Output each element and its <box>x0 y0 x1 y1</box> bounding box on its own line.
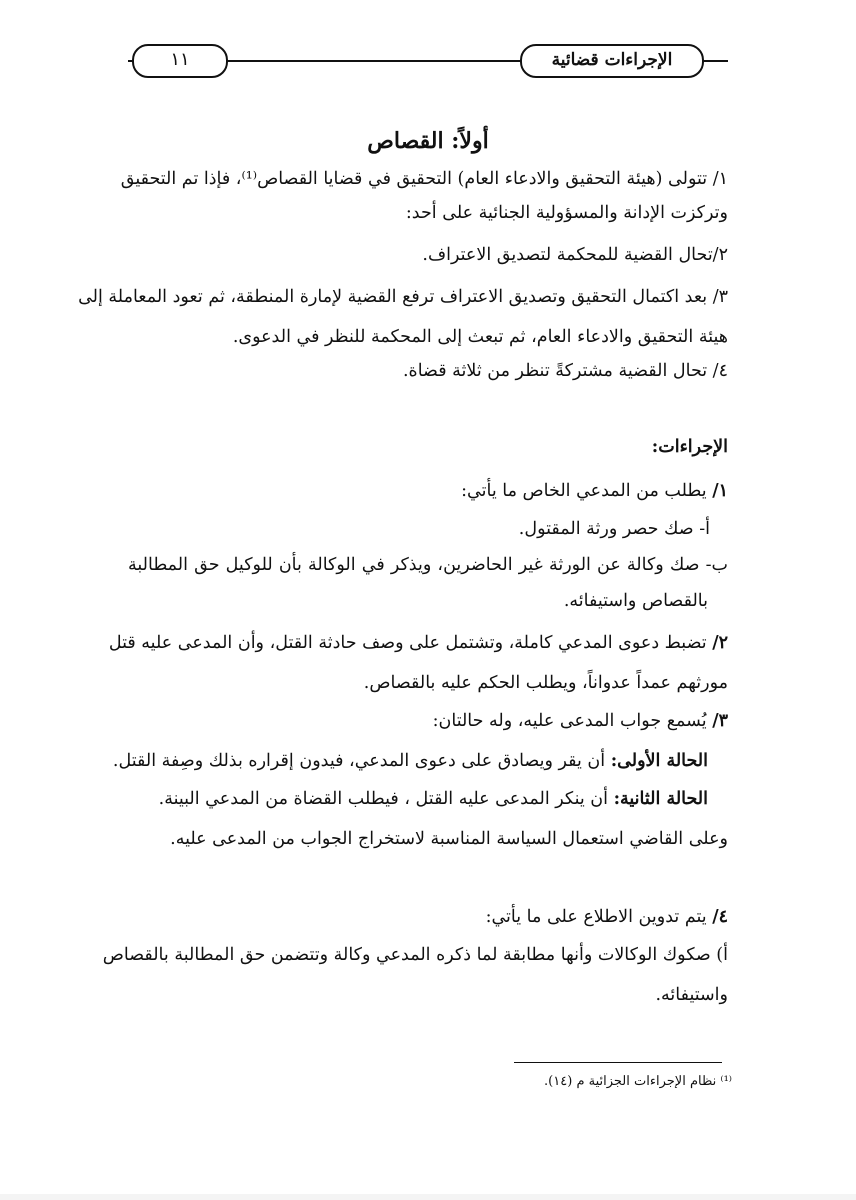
procedure-item <box>108 630 728 656</box>
item-number: ١/ <box>712 481 728 501</box>
footnote: ⁽¹⁾ نظام الإجراءات الجزائية م (١٤). <box>544 1074 732 1089</box>
procedure-subitem <box>564 588 708 614</box>
header-title: الإجراءات قضائية <box>520 44 704 78</box>
section-title: أولاً: القصاص <box>367 128 489 154</box>
item-text: أ) صكوك الوكالات وأنها مطابقة لما ذكره المدعي وكالة وتتضمن حق المطالبة بالقصاص <box>102 945 728 965</box>
procedure-item <box>170 826 728 852</box>
item-text: يُسمع جواب المدعى عليه، وله حالتان: <box>432 711 713 731</box>
procedure-subitem <box>128 552 728 578</box>
procedure-subitem <box>102 942 728 968</box>
intro-line: ١/ تتولى (هيئة التحقيق والادعاء العام) التحقيق في قضايا القصاص⁽¹⁾، فإذا تم التحقيق <box>120 169 728 189</box>
procedure-subitem <box>519 516 710 542</box>
item-text: وعلى القاضي استعمال السياسة المناسبة لاستخراج الجواب من المدعى عليه. <box>170 829 728 849</box>
item-text: يتم تدوين الاطلاع على ما يأتي: <box>485 907 713 927</box>
page-header <box>128 44 728 78</box>
procedure-case <box>159 786 708 812</box>
item-text: يطلب من المدعي الخاص ما يأتي: <box>461 481 713 501</box>
item-text: تضبط دعوى المدعي كاملة، وتشتمل على وصف حادثة القتل، وأن المدعى عليه قتل <box>108 633 713 653</box>
procedure-subitem <box>655 982 728 1008</box>
intro-line: ٤/ تحال القضية مشتركةً تنظر من ثلاثة قضاة. <box>402 361 728 381</box>
procedure-item <box>486 904 728 930</box>
procedure-item <box>461 478 728 504</box>
case-label: الحالة الثانية: <box>613 789 708 809</box>
item-text: ب- صك وكالة عن الورثة غير الحاضرين، ويذكر في الوكالة بأن للوكيل حق المطالبة <box>128 555 728 575</box>
intro-line: ٣/ بعد اكتمال التحقيق وتصديق الاعتراف ترفع القضية لإمارة المنطقة، ثم تعود المعاملة إلى <box>78 287 728 307</box>
intro-line: وتركزت الإدانة والمسؤولية الجنائية على أحد: <box>405 203 728 223</box>
procedure-item <box>433 708 728 734</box>
page-bottom-edge <box>0 1194 856 1200</box>
procedures-heading: الإجراءات: <box>651 437 728 457</box>
item-text: مورثهم عمداً عدواناً، ويطلب الحكم عليه بالقصاص. <box>363 673 728 693</box>
item-number: ٣/ <box>712 711 728 731</box>
case-label: الحالة الأولى: <box>610 751 708 771</box>
intro-line: ٢/تحال القضية للمحكمة لتصديق الاعتراف. <box>422 245 728 265</box>
intro-line: هيئة التحقيق والادعاء العام، ثم تبعث إلى المحكمة للنظر في الدعوى. <box>232 327 728 347</box>
item-text: واستيفائه. <box>655 985 728 1005</box>
procedure-item <box>364 670 728 696</box>
procedure-case <box>113 748 708 774</box>
item-text: أ- صك حصر ورثة المقتول. <box>518 519 710 539</box>
page-number: ١١ <box>132 44 228 78</box>
item-number: ٢/ <box>712 633 728 653</box>
item-text: أن يقر ويصادق على دعوى المدعي، فيدون إقراره بذلك وصِفة القتل. <box>112 751 611 771</box>
item-text: بالقصاص واستيفائه. <box>563 591 708 611</box>
footnote-separator <box>514 1062 722 1063</box>
item-number: ٤/ <box>712 907 728 927</box>
item-text: أن ينكر المدعى عليه القتل ، فيطلب القضاة من المدعي البينة. <box>158 789 614 809</box>
